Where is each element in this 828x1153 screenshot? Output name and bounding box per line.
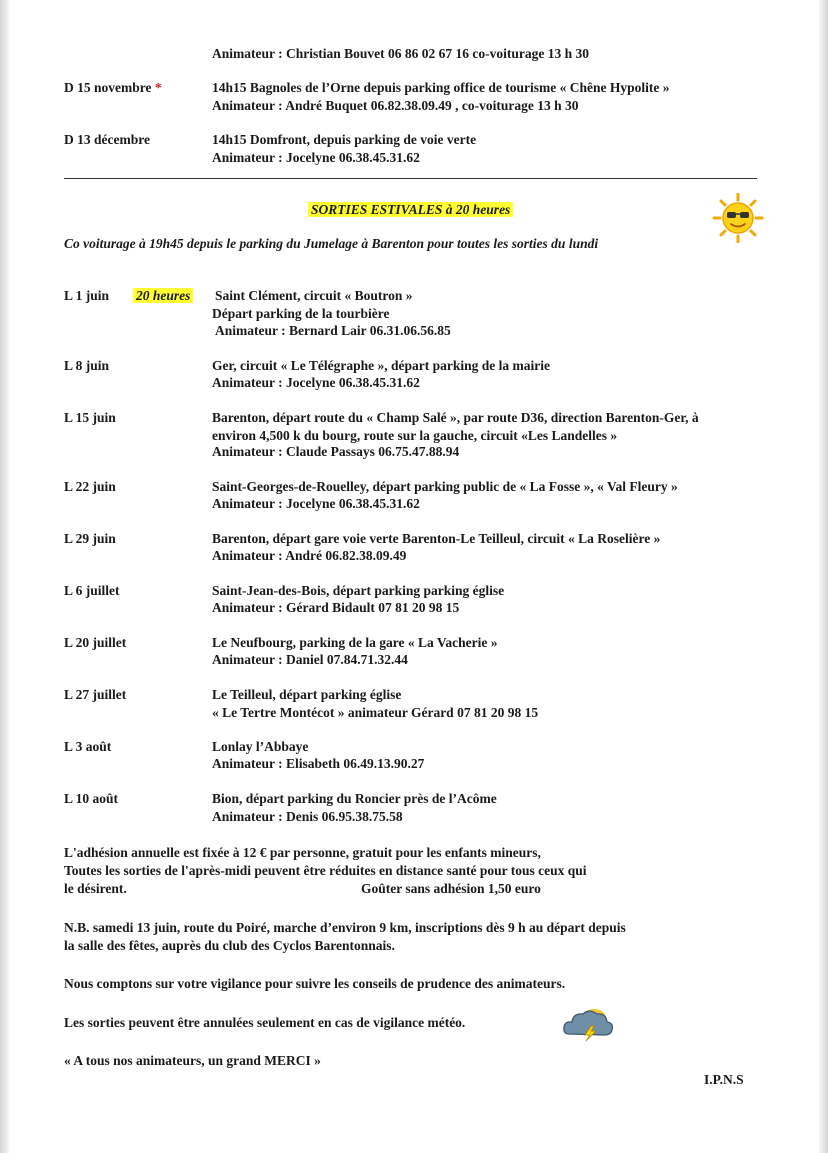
event-date: D 13 décembre: [64, 132, 150, 147]
outing-date: L 22 juin: [64, 479, 116, 494]
membership-text: le désirent.: [64, 881, 127, 896]
page-edge-right: [819, 0, 828, 1153]
outing-line: Bion, départ parking du Roncier près de l’Acôme: [212, 791, 497, 806]
thanks-note: « A tous nos animateurs, un grand MERCI »: [64, 1053, 321, 1068]
outing-line: Lonlay l’Abbaye: [212, 739, 309, 754]
membership-text: Toutes les sorties de l'après-midi peuvent être réduites en distance santé pour tous ceux qui: [64, 863, 587, 878]
snack-price: Goûter sans adhésion 1,50 euro: [361, 881, 541, 896]
outing-line: Le Teilleul, départ parking église: [212, 687, 402, 702]
outing-line: Animateur : Elisabeth 06.49.13.90.27: [212, 756, 425, 771]
membership-text: L'adhésion annuelle est fixée à 12 € par personne, gratuit pour les enfants mineurs,: [64, 845, 541, 860]
outing-line: Saint-Jean-des-Bois, départ parking parking église: [212, 583, 505, 598]
carpool-note: Co voiturage à 19h45 depuis le parking du Jumelage à Barenton pour toutes les sorties du lundi: [64, 236, 599, 251]
outing-line: Animateur : Bernard Lair 06.31.06.56.85: [215, 323, 451, 338]
outing-line: Animateur : Gérard Bidault 07 81 20 98 15: [212, 600, 460, 615]
outing-line: Animateur : André 06.82.38.09.49: [212, 548, 407, 563]
outing-date: L 10 août: [64, 791, 119, 806]
asterisk-mark: *: [154, 80, 162, 95]
nb-note: N.B. samedi 13 juin, route du Poiré, marche d’environ 9 km, inscriptions dès 9 h au départ depuis: [64, 920, 626, 935]
outing-line: Le Neufbourg, parking de la gare « La Vacherie »: [212, 635, 498, 650]
nb-note: la salle des fêtes, auprès du club des Cyclos Barentonnais.: [64, 938, 395, 953]
page-edge-left: [0, 0, 9, 1153]
outing-line: Animateur : Denis 06.95.38.75.58: [212, 809, 403, 824]
outing-line: Animateur : Daniel 07.84.71.32.44: [212, 652, 408, 667]
event-date: D 15 novembre *: [64, 80, 162, 95]
event-line: Animateur : Jocelyne 06.38.45.31.62: [212, 150, 420, 165]
outing-line: Départ parking de la tourbière: [212, 306, 390, 321]
outing-date: L 20 juillet: [64, 635, 127, 650]
outing-line: Barenton, départ route du « Champ Salé », par route D36, direction Barenton-Ger, à: [212, 410, 699, 425]
event-line: Animateur : André Buquet 06.82.38.09.49 , co-voiturage 13 h 30: [212, 98, 579, 113]
vigilance-note: Nous comptons sur votre vigilance pour suivre les conseils de prudence des animateurs.: [64, 976, 566, 991]
outing-line: « Le Tertre Montécot » animateur Gérard 07 81 20 98 15: [212, 705, 539, 720]
event-line: 14h15 Domfront, depuis parking de voie verte: [212, 132, 477, 147]
outing-date: L 27 juillet: [64, 687, 127, 702]
summer-title: SORTIES ESTIVALES à 20 heures: [308, 201, 513, 218]
event-line: 14h15 Bagnoles de l’Orne depuis parking office de tourisme « Chêne Hypolite »: [212, 80, 670, 95]
outing-line: Barenton, départ gare voie verte Barenton-Le Teilleul, circuit « La Roselière »: [212, 531, 661, 546]
outing-line: Animateur : Claude Passays 06.75.47.88.94: [212, 444, 460, 459]
outing-date: L 3 août: [64, 739, 112, 754]
outing-date: L 15 juin: [64, 410, 116, 425]
ipns-mention: I.P.N.S: [704, 1072, 744, 1087]
outing-line: Animateur : Jocelyne 06.38.45.31.62: [212, 375, 420, 390]
time-badge: 20 heures: [133, 287, 193, 304]
outing-line: environ 4,500 k du bourg, route sur la gauche, circuit «Les Landelles »: [212, 428, 618, 443]
section-divider: [64, 178, 757, 179]
outing-line: Saint Clément, circuit « Boutron »: [215, 288, 413, 303]
outing-date: L 29 juin: [64, 531, 116, 546]
sun-with-sunglasses-icon: [711, 193, 765, 243]
outing-line: Saint-Georges-de-Rouelley, départ parking public de « La Fosse », « Val Fleury »: [212, 479, 678, 494]
outing-line: Animateur : Jocelyne 06.38.45.31.62: [212, 496, 420, 511]
event-line: Animateur : Christian Bouvet 06 86 02 67 16 co-voiturage 13 h 30: [212, 46, 589, 61]
storm-cloud-icon: [561, 1004, 615, 1042]
outing-date: L 8 juin: [64, 358, 110, 373]
outing-date: L 1 juin: [64, 288, 110, 303]
outing-line: Ger, circuit « Le Télégraphe », départ parking de la mairie: [212, 358, 550, 373]
cancellation-note: Les sorties peuvent être annulées seulement en cas de vigilance météo.: [64, 1015, 466, 1030]
outing-date: L 6 juillet: [64, 583, 120, 598]
